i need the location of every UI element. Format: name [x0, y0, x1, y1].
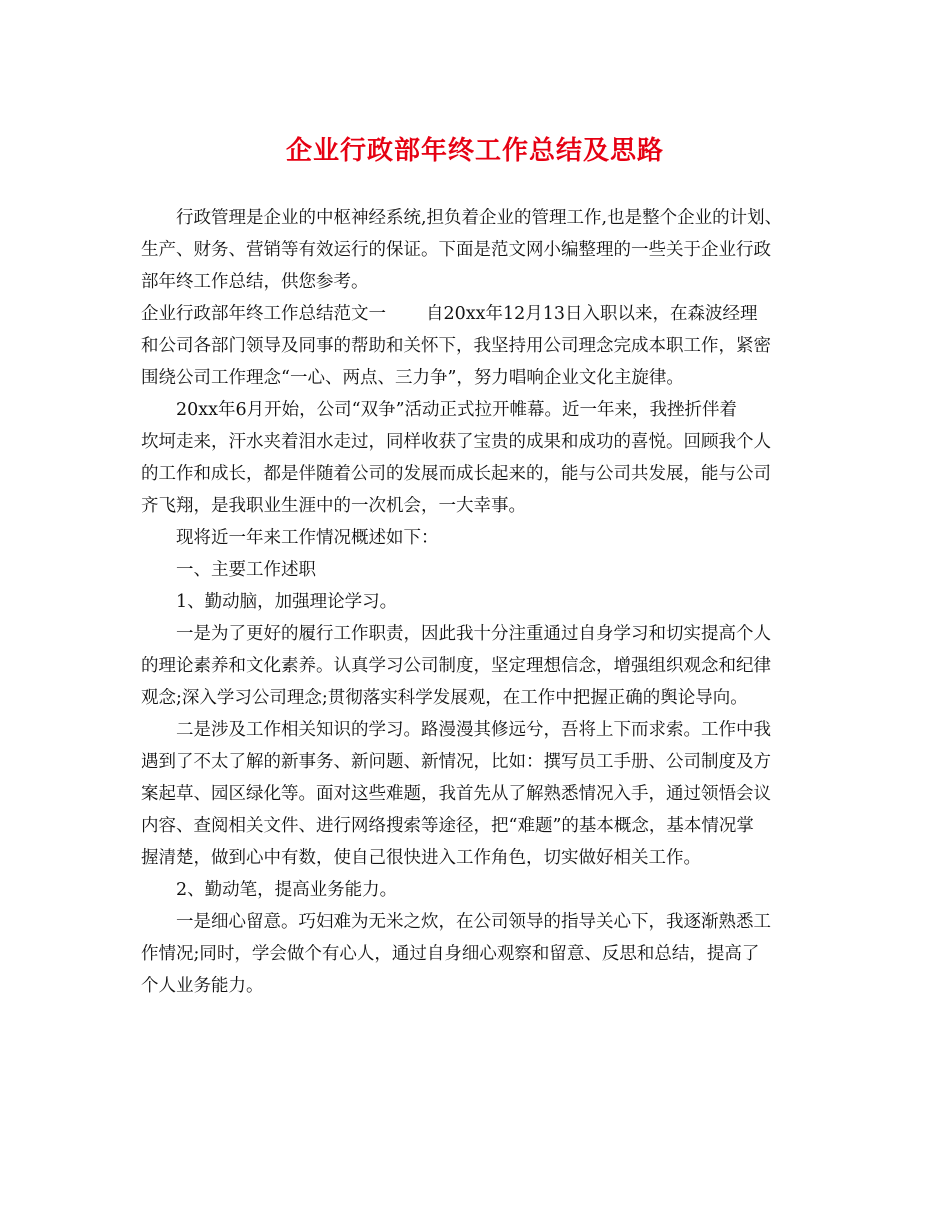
section-first-line: [141, 298, 821, 330]
intro-line: 生产、财务、营销等有效运行的保证。下面是范文网小编整理的一些关于企业行政: [141, 240, 771, 260]
subheading-2: 2、勤动笔，提高业务能力。: [176, 880, 398, 900]
para4-line: 观念;深入学习公司理念;贯彻落实科学发展观，在工作中把握正确的舆论导向。: [141, 688, 748, 708]
para5-line: 二是涉及工作相关知识的学习。路漫漫其修远兮，吾将上下而求索。工作中我: [176, 720, 771, 740]
document-title: 企业行政部年终工作总结及思路: [285, 136, 664, 166]
section-label: 企业行政部年终工作总结范文一: [141, 304, 386, 324]
para4-line: 的理论素养和文化素养。认真学习公司制度，坚定理想信念，增强组织观念和纪律: [141, 656, 771, 676]
para4-line: 一是为了更好的履行工作职责，因此我十分注重通过自身学习和切实提高个人: [176, 624, 771, 644]
section-opening: 自20xx年12月13日入职以来，在森波经理: [426, 304, 758, 324]
para2-line: 的工作和成长，都是伴随着公司的发展而成长起来的，能与公司共发展，能与公司: [141, 464, 771, 484]
para6-line: 一是细心留意。巧妇难为无米之炊，在公司领导的指导关心下，我逐渐熟悉工: [176, 912, 771, 932]
para2-line: 坎坷走来，汗水夹着泪水走过，同样收获了宝贵的成果和成功的喜悦。回顾我个人: [141, 432, 771, 452]
section-line: 围绕公司工作理念“一心、两点、三力争”，努力唱响企业文化主旋律。: [141, 368, 684, 388]
heading-main-duties: 一、主要工作述职: [176, 560, 316, 580]
para5-line: 案起草、园区绿化等。面对这些难题，我首先从了解熟悉情况入手，通过领悟会议: [141, 784, 771, 804]
document-body: [141, 202, 821, 1002]
para5-line: 遇到了不太了解的新事务、新问题、新情况，比如：撰写员工手册、公司制度及方: [141, 752, 771, 772]
para3-line: 现将近一年来工作情况概述如下：: [176, 528, 439, 548]
para5-line: 内容、查阅相关文件、进行网络搜索等途径，把“难题”的基本概念，基本情况掌: [141, 816, 754, 836]
para6-line: 作情况;同时，学会做个有心人，通过自身细心观察和留意、反思和总结，提高了: [141, 944, 760, 964]
subheading-1: 1、勤动脑，加强理论学习。: [176, 592, 398, 612]
para2-line: 齐飞翔，是我职业生涯中的一次机会，一大幸事。: [141, 496, 526, 516]
intro-line: 行政管理是企业的中枢神经系统,担负着企业的管理工作,也是整个企业的计划、: [176, 208, 783, 228]
section-line: 和公司各部门领导及同事的帮助和关怀下，我坚持用公司理念完成本职工作，紧密: [141, 336, 771, 356]
para5-line: 握清楚，做到心中有数，使自己很快进入工作角色，切实做好相关工作。: [141, 848, 701, 868]
intro-line: 部年终工作总结，供您参考。: [141, 272, 369, 292]
para6-line: 个人业务能力。: [141, 976, 264, 996]
para2-line: 20xx年6月开始，公司“双争”活动正式拉开帷幕。近一年来，我挫折伴着: [176, 400, 738, 420]
